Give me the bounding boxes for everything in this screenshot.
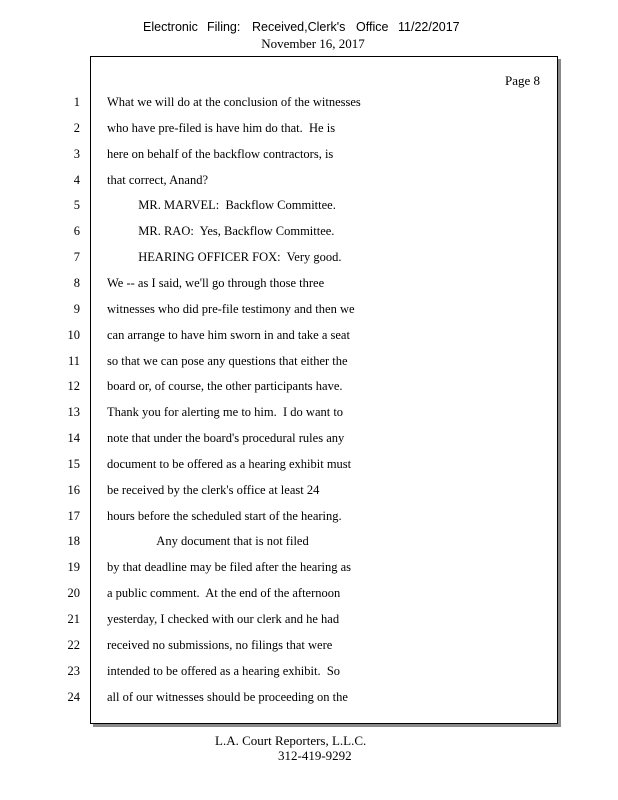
transcript-line-text: received no submissions, no filings that were — [107, 638, 333, 652]
line-number: 13 — [67, 405, 80, 419]
line-number: 17 — [67, 509, 80, 523]
transcript-line-text: MR. RAO: Yes, Backflow Committee. — [107, 224, 335, 238]
line-number: 24 — [67, 690, 80, 704]
transcript-line-text: document to be offered as a hearing exhibit must — [107, 457, 352, 471]
transcript-line-text: intended to be offered as a hearing exhibit. So — [107, 664, 341, 678]
transcript-line-text: Any document that is not filed — [107, 534, 309, 548]
line-number: 18 — [67, 534, 80, 548]
line-number: 21 — [67, 612, 80, 626]
line-number: 16 — [67, 483, 80, 497]
transcript-line-text: What we will do at the conclusion of the witnesses — [107, 95, 361, 109]
transcript-line-text: note that under the board's procedural rules any — [107, 431, 345, 445]
line-number: 1 — [73, 95, 80, 109]
line-number: 15 — [67, 457, 80, 471]
transcript-line-text: yesterday, I checked with our clerk and he had — [107, 612, 340, 626]
transcript-date: November 16, 2017 — [261, 36, 365, 51]
line-number: 5 — [73, 198, 80, 212]
line-number: 12 — [67, 379, 80, 393]
filing-stamp-office: Office — [356, 20, 389, 34]
line-number: 10 — [67, 328, 80, 342]
line-number: 22 — [67, 638, 80, 652]
transcript-line-text: by that deadline may be filed after the hearing as — [107, 560, 351, 574]
transcript-line-text: can arrange to have him sworn in and take a seat — [107, 328, 350, 342]
transcript-line-text: witnesses who did pre-file testimony and then we — [107, 302, 355, 316]
transcript-line-text: We -- as I said, we'll go through those three — [107, 276, 325, 290]
transcript-line-text: HEARING OFFICER FOX: Very good. — [107, 250, 342, 264]
line-number: 14 — [67, 431, 80, 445]
transcript-line-text: that correct, Anand? — [107, 173, 208, 187]
reporter-company: L.A. Court Reporters, L.L.C. — [215, 733, 367, 748]
line-number: 6 — [73, 224, 80, 238]
line-number: 19 — [67, 560, 80, 574]
line-number: 11 — [67, 354, 80, 368]
line-number: 20 — [67, 586, 80, 600]
filing-stamp-filing: Filing: — [207, 20, 241, 34]
transcript-line-text: all of our witnesses should be proceeding on the — [107, 690, 348, 704]
filing-stamp-date: 11/22/2017 — [398, 20, 460, 34]
line-number: 23 — [67, 664, 80, 678]
line-number: 4 — [73, 173, 80, 187]
transcript-line-text: here on behalf of the backflow contractors, is — [107, 147, 334, 161]
transcript-line-text: board or, of course, the other participants have. — [107, 379, 343, 393]
transcript-line-text: Thank you for alerting me to him. I do want to — [107, 405, 344, 419]
transcript-line-text: hours before the scheduled start of the hearing. — [107, 509, 342, 523]
transcript-line-text: a public comment. At the end of the afternoon — [107, 586, 341, 600]
line-number: 8 — [73, 276, 80, 290]
filing-stamp-electronic: Electronic — [143, 20, 198, 34]
filing-stamp-received: Received,Clerk's — [252, 20, 346, 34]
transcript-line-text: MR. MARVEL: Backflow Committee. — [107, 198, 336, 212]
transcript-line-text: who have pre-filed is have him do that. He is — [107, 121, 336, 135]
line-number: 9 — [73, 302, 80, 316]
reporter-phone: 312-419-9292 — [278, 748, 352, 763]
transcript-line-text: so that we can pose any questions that either the — [107, 354, 348, 368]
transcript-line-text: be received by the clerk's office at least 24 — [107, 483, 320, 497]
line-number: 7 — [73, 250, 80, 264]
line-number: 3 — [73, 147, 80, 161]
line-number: 2 — [73, 121, 80, 135]
page-number: Page 8 — [504, 73, 540, 88]
